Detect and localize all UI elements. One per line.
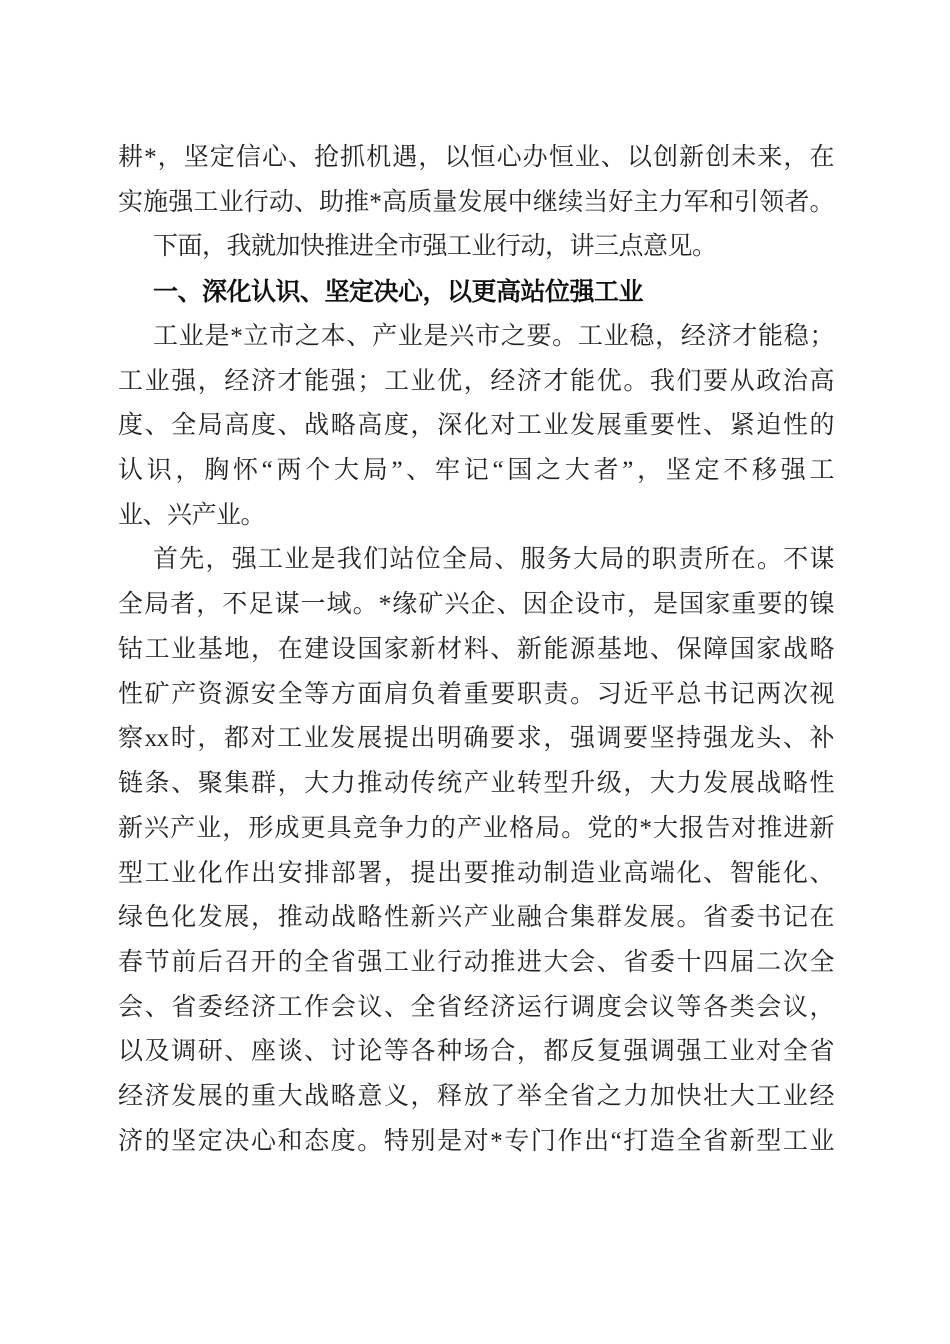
heading-line: 一、深化认识、坚定决心，以更高站位强工业: [153, 278, 644, 307]
text-line: 以及调研、座谈、讨论等各种场合，都反复强调强工业对全省: [118, 1038, 834, 1066]
document-content: [118, 136, 834, 1165]
text-line: 察xx时，都对工业发展提出明确要求，强调要坚持强龙头、补: [118, 725, 834, 753]
body-paragraph: [118, 136, 834, 225]
text-line: 工业是*立市之本、产业是兴市之要。工业稳，经济才能稳；: [153, 322, 834, 350]
text-line: 认识，胸怀“两个大局”、牢记“国之大者”，坚定不移强工: [118, 457, 834, 485]
text-line: 全局者，不足谋一域。*缘矿兴企、因企设市，是国家重要的镍: [118, 591, 834, 619]
text-line: 业、兴产业。: [118, 501, 266, 529]
text-line: 性矿产资源安全等方面肩负着重要职责。习近平总书记两次视: [118, 680, 834, 708]
body-paragraph: [118, 225, 834, 270]
section-heading: [118, 270, 834, 315]
body-paragraph: [118, 538, 834, 1164]
text-line: 链条、聚集群，大力推动传统产业转型升级，大力发展战略性: [118, 770, 834, 798]
text-line: 绿色化发展，推动战略性新兴产业融合集群发展。省委书记在: [118, 904, 834, 932]
text-line: 耕*，坚定信心、抢抓机遇，以恒心办恒业、以创新创未来，在: [118, 144, 834, 171]
text-line: 实施强工业行动、助推*高质量发展中继续当好主力军和引领者。: [118, 188, 834, 216]
text-line: 钴工业基地，在建设国家新材料、新能源基地、保障国家战略: [118, 635, 834, 663]
text-line: 春节前后召开的全省强工业行动推进大会、省委十四届二次全: [118, 948, 834, 976]
text-line: 型工业化作出安排部署，提出要推动制造业高端化、智能化、: [118, 859, 834, 887]
text-line: 济的坚定决心和态度。特别是对*专门作出“打造全省新型工业: [118, 1127, 834, 1155]
text-line: 度、全局高度、战略高度，深化对工业发展重要性、紧迫性的: [118, 412, 834, 440]
text-line: 会、省委经济工作会议、全省经济运行调度会议等各类会议，: [118, 993, 834, 1021]
body-paragraph: [118, 315, 834, 539]
text-line: 经济发展的重大战略意义，释放了举全省之力加快壮大工业经: [118, 1083, 834, 1111]
text-line: 首先，强工业是我们站位全局、服务大局的职责所在。不谋: [153, 546, 834, 574]
text-line: 下面，我就加快推进全市强工业行动，讲三点意见。: [153, 233, 717, 261]
text-line: 工业强，经济才能强；工业优，经济才能优。我们要从政治高: [118, 367, 834, 395]
text-line: 新兴产业，形成更具竞争力的产业格局。党的*大报告对推进新: [118, 814, 834, 842]
